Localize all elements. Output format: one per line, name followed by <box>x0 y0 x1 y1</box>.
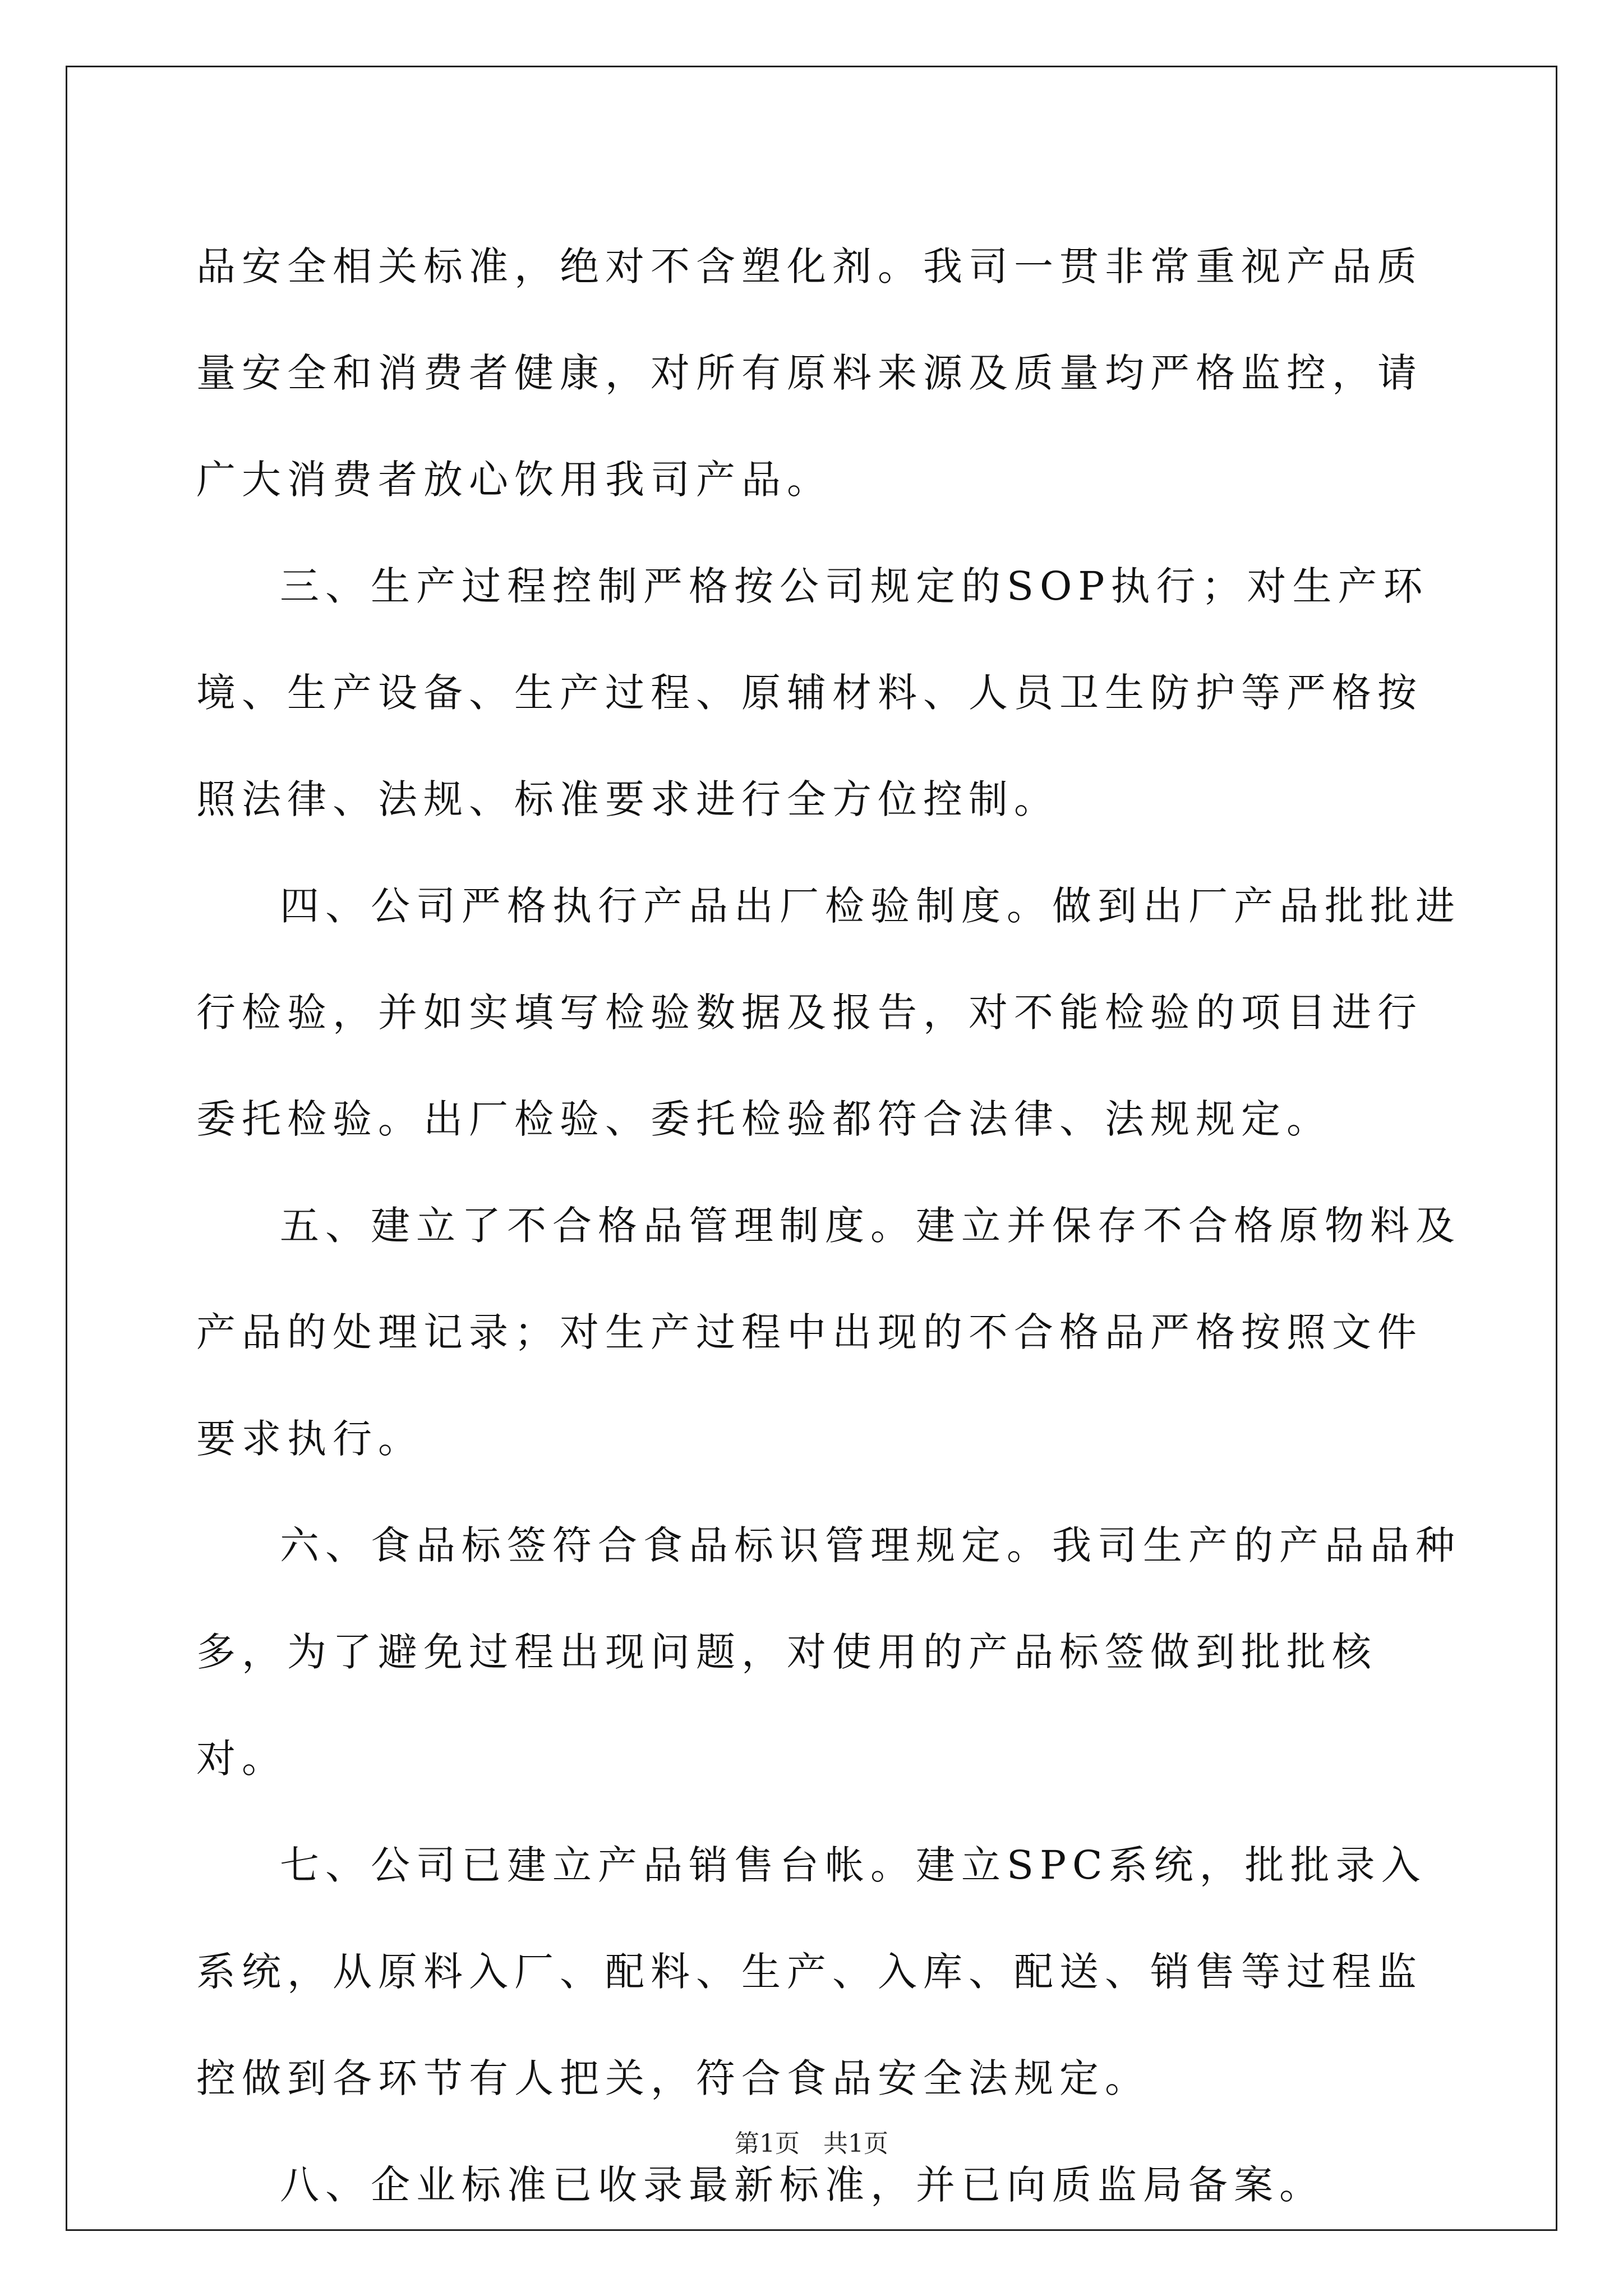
paragraph-item-5: 五、建立了不合格品管理制度。建立并保存不合格原物料及产品的处理记录；对生产过程中出现的不合格品严格按照文件要求执行。 <box>196 1203 1461 1462</box>
page-count: 共1页 <box>823 2129 888 2158</box>
paragraph-item-6: 六、食品标签符合食品标识管理规定。我司生产的产品品种多，为了避免过程出现问题，对使用的产品标签做到批批核对。 <box>196 1522 1461 1782</box>
paragraph-item-3: 三、生产过程控制严格按公司规定的SOP执行；对生产环境、生产设备、生产过程、原辅材料、人员卫生防护等严格按照法律、法规、标准要求进行全方位控制。 <box>196 563 1429 822</box>
paragraph-item-7: 七、公司已建立产品销售台帐。建立SPC系统，批批录入系统，从原料入厂、配料、生产、入库、配送、销售等过程监控做到各环节有人把关，符合食品安全法规定。 <box>196 1842 1427 2101</box>
paragraph-item-4: 四、公司严格执行产品出厂检验制度。做到出厂产品批批进行检验，并如实填写检验数据及报告，对不能检验的项目进行委托检验。出厂检验、委托检验都符合法律、法规规定。 <box>196 883 1461 1142</box>
document-body <box>196 213 1464 2238</box>
paragraph-item-8: 八、企业标准已收录最新标准，并已向质监局备案。 <box>280 2162 1325 2208</box>
page-footer <box>0 2127 1623 2161</box>
paragraph-continuation: 品安全相关标准，绝对不含塑化剂。我司一贯非常重视产品质量安全和消费者健康，对所有原料来源及质量均严格监控，请广大消费者放心饮用我司产品。 <box>196 243 1423 503</box>
page-number: 第1页 <box>735 2129 800 2158</box>
